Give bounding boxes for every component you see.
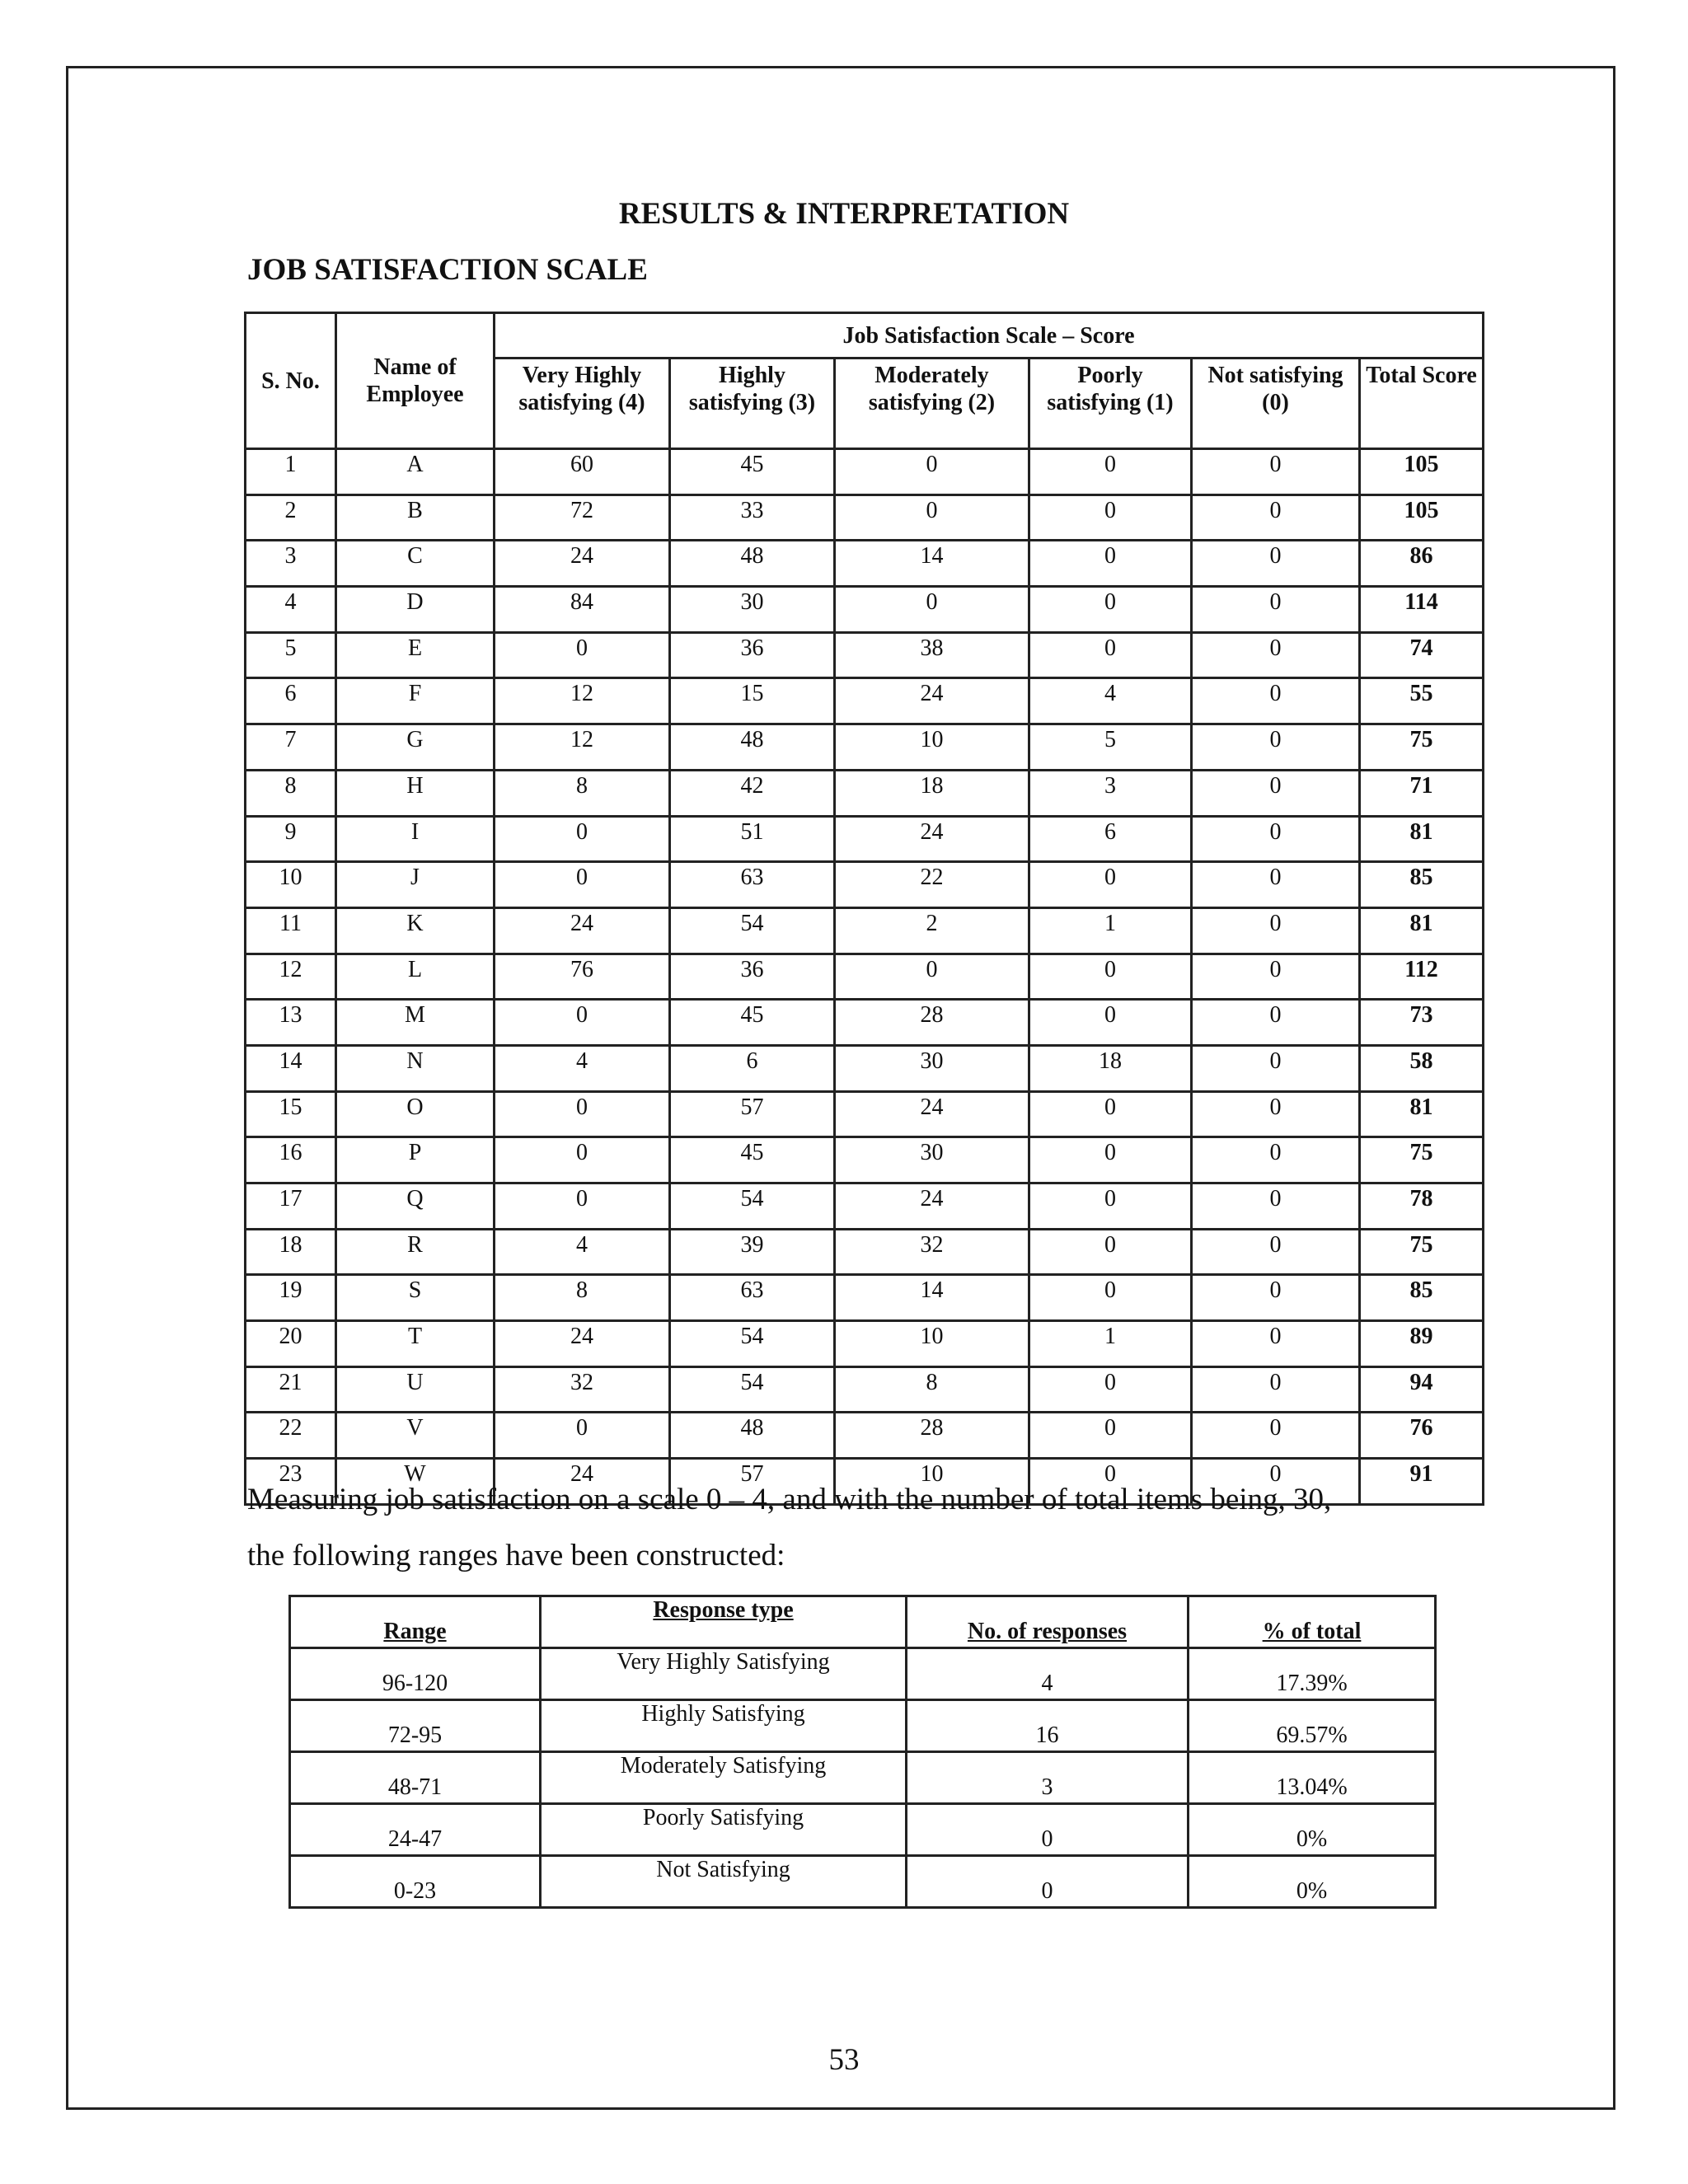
header-not-satisfying: Not satisfying (0) — [1192, 359, 1360, 449]
cell-moderately: 24 — [835, 678, 1029, 724]
cell-poorly: 6 — [1029, 816, 1192, 862]
cell-moderately: 0 — [835, 449, 1029, 495]
cell-highly: 6 — [670, 1045, 835, 1091]
cell-very-highly: 0 — [495, 1183, 670, 1230]
cell-very-highly: 4 — [495, 1229, 670, 1275]
range-row — [290, 1648, 1436, 1700]
table-row — [246, 907, 1484, 954]
cell-highly: 30 — [670, 587, 835, 633]
cell-highly: 36 — [670, 632, 835, 678]
cell-very-highly: 0 — [495, 862, 670, 908]
header-range: Range — [290, 1596, 541, 1648]
cell-poorly: 0 — [1029, 1137, 1192, 1183]
cell-highly: 48 — [670, 541, 835, 587]
cell-not: 0 — [1192, 724, 1360, 771]
cell-employee: V — [336, 1413, 495, 1459]
table-row — [246, 770, 1484, 816]
cell-moderately: 0 — [835, 587, 1029, 633]
range-row — [290, 1856, 1436, 1908]
cell-response-type: Highly Satisfying — [541, 1700, 907, 1752]
cell-highly: 45 — [670, 1000, 835, 1046]
cell-total: 74 — [1360, 632, 1484, 678]
cell-responses: 0 — [907, 1856, 1189, 1908]
cell-very-highly: 0 — [495, 1091, 670, 1137]
cell-poorly: 0 — [1029, 494, 1192, 541]
cell-highly: 54 — [670, 1321, 835, 1367]
cell-highly: 57 — [670, 1091, 835, 1137]
cell-moderately: 10 — [835, 1321, 1029, 1367]
cell-moderately: 0 — [835, 494, 1029, 541]
cell-sno: 3 — [246, 541, 336, 587]
cell-very-highly: 0 — [495, 816, 670, 862]
cell-very-highly: 8 — [495, 770, 670, 816]
cell-very-highly: 0 — [495, 1000, 670, 1046]
paragraph-line-1: Measuring job satisfaction on a scale 0 – 4, and with the number of total items being, 30, — [247, 1483, 1332, 1516]
cell-response-type: Moderately Satisfying — [541, 1752, 907, 1804]
cell-very-highly: 24 — [495, 1321, 670, 1367]
header-response-type: Response type — [541, 1596, 907, 1648]
cell-moderately: 30 — [835, 1137, 1029, 1183]
cell-total: 85 — [1360, 1275, 1484, 1321]
cell-poorly: 5 — [1029, 724, 1192, 771]
header-employee-name: Name of Employee — [336, 313, 495, 449]
cell-very-highly: 60 — [495, 449, 670, 495]
table-row — [246, 1137, 1484, 1183]
cell-poorly: 18 — [1029, 1045, 1192, 1091]
table-row — [246, 541, 1484, 587]
cell-poorly: 1 — [1029, 1321, 1192, 1367]
cell-not: 0 — [1192, 1229, 1360, 1275]
cell-not: 0 — [1192, 1275, 1360, 1321]
cell-not: 0 — [1192, 632, 1360, 678]
table-row — [246, 1229, 1484, 1275]
range-row — [290, 1804, 1436, 1856]
cell-sno: 7 — [246, 724, 336, 771]
cell-sno: 11 — [246, 907, 336, 954]
cell-very-highly: 12 — [495, 678, 670, 724]
header-sno: S. No. — [246, 313, 336, 449]
cell-range: 0-23 — [290, 1856, 541, 1908]
cell-poorly: 0 — [1029, 1275, 1192, 1321]
cell-total: 86 — [1360, 541, 1484, 587]
cell-not: 0 — [1192, 770, 1360, 816]
cell-moderately: 24 — [835, 816, 1029, 862]
table-row — [246, 1183, 1484, 1230]
range-table — [288, 1595, 1437, 1909]
header-poorly-satisfying: Poorly satisfying (1) — [1029, 359, 1192, 449]
cell-not: 0 — [1192, 494, 1360, 541]
cell-total: 85 — [1360, 862, 1484, 908]
cell-employee: R — [336, 1229, 495, 1275]
table-row — [246, 724, 1484, 771]
table-row — [246, 954, 1484, 1000]
cell-sno: 6 — [246, 678, 336, 724]
table-row — [246, 816, 1484, 862]
cell-not: 0 — [1192, 1045, 1360, 1091]
cell-moderately: 32 — [835, 1229, 1029, 1275]
cell-highly: 45 — [670, 449, 835, 495]
cell-poorly: 0 — [1029, 541, 1192, 587]
cell-employee: O — [336, 1091, 495, 1137]
cell-moderately: 18 — [835, 770, 1029, 816]
cell-total: 58 — [1360, 1045, 1484, 1091]
cell-total: 112 — [1360, 954, 1484, 1000]
cell-moderately: 10 — [835, 1459, 1029, 1505]
cell-percent: 17.39% — [1189, 1648, 1436, 1700]
cell-not: 0 — [1192, 587, 1360, 633]
header-percent-of-total: % of total — [1189, 1596, 1436, 1648]
cell-range: 72-95 — [290, 1700, 541, 1752]
cell-employee: T — [336, 1321, 495, 1367]
cell-highly: 15 — [670, 678, 835, 724]
cell-poorly: 0 — [1029, 862, 1192, 908]
cell-highly: 63 — [670, 862, 835, 908]
cell-highly: 51 — [670, 816, 835, 862]
section-title: JOB SATISFACTION SCALE — [247, 253, 648, 287]
cell-not: 0 — [1192, 1321, 1360, 1367]
table-row — [246, 1366, 1484, 1413]
cell-not: 0 — [1192, 678, 1360, 724]
cell-moderately: 10 — [835, 724, 1029, 771]
cell-moderately: 14 — [835, 541, 1029, 587]
cell-very-highly: 0 — [495, 632, 670, 678]
cell-poorly: 0 — [1029, 1229, 1192, 1275]
cell-poorly: 4 — [1029, 678, 1192, 724]
cell-employee: K — [336, 907, 495, 954]
cell-employee: E — [336, 632, 495, 678]
cell-total: 78 — [1360, 1183, 1484, 1230]
cell-total: 75 — [1360, 724, 1484, 771]
cell-total: 75 — [1360, 1229, 1484, 1275]
cell-sno: 18 — [246, 1229, 336, 1275]
cell-very-highly: 8 — [495, 1275, 670, 1321]
cell-employee: G — [336, 724, 495, 771]
cell-employee: L — [336, 954, 495, 1000]
cell-very-highly: 0 — [495, 1137, 670, 1183]
table-row — [246, 1321, 1484, 1367]
cell-highly: 42 — [670, 770, 835, 816]
cell-employee: Q — [336, 1183, 495, 1230]
cell-percent: 0% — [1189, 1804, 1436, 1856]
cell-sno: 1 — [246, 449, 336, 495]
cell-total: 71 — [1360, 770, 1484, 816]
cell-responses: 3 — [907, 1752, 1189, 1804]
cell-not: 0 — [1192, 1183, 1360, 1230]
header-score-group: Job Satisfaction Scale – Score — [495, 313, 1484, 359]
cell-range: 24-47 — [290, 1804, 541, 1856]
cell-total: 94 — [1360, 1366, 1484, 1413]
cell-very-highly: 72 — [495, 494, 670, 541]
header-highly-satisfying: Highly satisfying (3) — [670, 359, 835, 449]
cell-poorly: 0 — [1029, 1366, 1192, 1413]
table-row — [246, 1045, 1484, 1091]
cell-response-type: Not Satisfying — [541, 1856, 907, 1908]
table-row — [246, 632, 1484, 678]
header-very-highly-satisfying: Very Highly satisfying (4) — [495, 359, 670, 449]
cell-highly: 45 — [670, 1137, 835, 1183]
cell-poorly: 3 — [1029, 770, 1192, 816]
header-total-score: Total Score — [1360, 359, 1484, 449]
cell-poorly: 0 — [1029, 1459, 1192, 1505]
cell-poorly: 0 — [1029, 449, 1192, 495]
cell-moderately: 22 — [835, 862, 1029, 908]
cell-employee: B — [336, 494, 495, 541]
cell-responses: 0 — [907, 1804, 1189, 1856]
cell-very-highly: 84 — [495, 587, 670, 633]
cell-sno: 17 — [246, 1183, 336, 1230]
cell-highly: 33 — [670, 494, 835, 541]
cell-not: 0 — [1192, 907, 1360, 954]
cell-sno: 21 — [246, 1366, 336, 1413]
cell-very-highly: 32 — [495, 1366, 670, 1413]
cell-moderately: 8 — [835, 1366, 1029, 1413]
cell-highly: 36 — [670, 954, 835, 1000]
cell-employee: A — [336, 449, 495, 495]
cell-very-highly: 24 — [495, 1459, 670, 1505]
header-moderately-satisfying: Moderately satisfying (2) — [835, 359, 1029, 449]
cell-highly: 48 — [670, 1413, 835, 1459]
cell-highly: 39 — [670, 1229, 835, 1275]
cell-very-highly: 0 — [495, 1413, 670, 1459]
cell-poorly: 0 — [1029, 954, 1192, 1000]
cell-highly: 63 — [670, 1275, 835, 1321]
cell-poorly: 0 — [1029, 587, 1192, 633]
cell-employee: S — [336, 1275, 495, 1321]
table-row — [246, 1413, 1484, 1459]
cell-employee: J — [336, 862, 495, 908]
cell-percent: 69.57% — [1189, 1700, 1436, 1752]
job-satisfaction-table — [244, 312, 1484, 1506]
cell-highly: 54 — [670, 907, 835, 954]
cell-sno: 12 — [246, 954, 336, 1000]
range-row — [290, 1752, 1436, 1804]
cell-responses: 4 — [907, 1648, 1189, 1700]
cell-moderately: 2 — [835, 907, 1029, 954]
cell-moderately: 24 — [835, 1183, 1029, 1230]
cell-sno: 4 — [246, 587, 336, 633]
cell-not: 0 — [1192, 816, 1360, 862]
cell-not: 0 — [1192, 954, 1360, 1000]
cell-sno: 5 — [246, 632, 336, 678]
cell-range: 96-120 — [290, 1648, 541, 1700]
cell-very-highly: 24 — [495, 541, 670, 587]
cell-moderately: 30 — [835, 1045, 1029, 1091]
cell-poorly: 1 — [1029, 907, 1192, 954]
cell-sno: 15 — [246, 1091, 336, 1137]
table-row — [246, 862, 1484, 908]
cell-moderately: 24 — [835, 1091, 1029, 1137]
cell-total: 114 — [1360, 587, 1484, 633]
cell-moderately: 38 — [835, 632, 1029, 678]
table-row — [246, 678, 1484, 724]
cell-sno: 8 — [246, 770, 336, 816]
paragraph-line-2: the following ranges have been constructed: — [247, 1539, 785, 1572]
cell-percent: 13.04% — [1189, 1752, 1436, 1804]
cell-response-type: Very Highly Satisfying — [541, 1648, 907, 1700]
cell-sno: 14 — [246, 1045, 336, 1091]
cell-sno: 13 — [246, 1000, 336, 1046]
cell-not: 0 — [1192, 1091, 1360, 1137]
cell-highly: 54 — [670, 1366, 835, 1413]
cell-total: 105 — [1360, 449, 1484, 495]
cell-poorly: 0 — [1029, 1183, 1192, 1230]
cell-not: 0 — [1192, 862, 1360, 908]
page-number: 53 — [828, 2043, 860, 2077]
cell-sno: 23 — [246, 1459, 336, 1505]
cell-total: 81 — [1360, 1091, 1484, 1137]
cell-sno: 16 — [246, 1137, 336, 1183]
cell-employee: I — [336, 816, 495, 862]
cell-total: 81 — [1360, 907, 1484, 954]
cell-sno: 10 — [246, 862, 336, 908]
cell-not: 0 — [1192, 541, 1360, 587]
cell-employee: C — [336, 541, 495, 587]
cell-sno: 2 — [246, 494, 336, 541]
cell-percent: 0% — [1189, 1856, 1436, 1908]
cell-total: 76 — [1360, 1413, 1484, 1459]
table-row — [246, 1275, 1484, 1321]
header-no-of-responses: No. of responses — [907, 1596, 1189, 1648]
table-row — [246, 587, 1484, 633]
cell-very-highly: 12 — [495, 724, 670, 771]
cell-not: 0 — [1192, 1000, 1360, 1046]
cell-total: 105 — [1360, 494, 1484, 541]
cell-total: 75 — [1360, 1137, 1484, 1183]
table-row — [246, 449, 1484, 495]
cell-employee: H — [336, 770, 495, 816]
cell-sno: 22 — [246, 1413, 336, 1459]
cell-highly: 54 — [670, 1183, 835, 1230]
cell-employee: P — [336, 1137, 495, 1183]
cell-sno: 20 — [246, 1321, 336, 1367]
cell-poorly: 0 — [1029, 1413, 1192, 1459]
cell-total: 81 — [1360, 816, 1484, 862]
cell-range: 48-71 — [290, 1752, 541, 1804]
cell-not: 0 — [1192, 1459, 1360, 1505]
cell-poorly: 0 — [1029, 1000, 1192, 1046]
table-row — [246, 1000, 1484, 1046]
cell-total: 89 — [1360, 1321, 1484, 1367]
cell-moderately: 28 — [835, 1413, 1029, 1459]
table-row — [246, 494, 1484, 541]
cell-moderately: 28 — [835, 1000, 1029, 1046]
cell-total: 73 — [1360, 1000, 1484, 1046]
cell-sno: 9 — [246, 816, 336, 862]
cell-poorly: 0 — [1029, 632, 1192, 678]
cell-total: 55 — [1360, 678, 1484, 724]
cell-response-type: Poorly Satisfying — [541, 1804, 907, 1856]
cell-very-highly: 4 — [495, 1045, 670, 1091]
cell-sno: 19 — [246, 1275, 336, 1321]
cell-employee: N — [336, 1045, 495, 1091]
cell-responses: 16 — [907, 1700, 1189, 1752]
cell-moderately: 14 — [835, 1275, 1029, 1321]
cell-not: 0 — [1192, 449, 1360, 495]
cell-employee: U — [336, 1366, 495, 1413]
cell-employee: M — [336, 1000, 495, 1046]
cell-very-highly: 76 — [495, 954, 670, 1000]
cell-employee: D — [336, 587, 495, 633]
range-row — [290, 1700, 1436, 1752]
table-row — [246, 1091, 1484, 1137]
cell-employee: W — [336, 1459, 495, 1505]
cell-moderately: 0 — [835, 954, 1029, 1000]
cell-employee: F — [336, 678, 495, 724]
cell-very-highly: 24 — [495, 907, 670, 954]
page-title: RESULTS & INTERPRETATION — [618, 197, 1070, 231]
cell-not: 0 — [1192, 1413, 1360, 1459]
cell-not: 0 — [1192, 1366, 1360, 1413]
cell-poorly: 0 — [1029, 1091, 1192, 1137]
cell-total: 91 — [1360, 1459, 1484, 1505]
cell-not: 0 — [1192, 1137, 1360, 1183]
cell-highly: 57 — [670, 1459, 835, 1505]
cell-highly: 48 — [670, 724, 835, 771]
